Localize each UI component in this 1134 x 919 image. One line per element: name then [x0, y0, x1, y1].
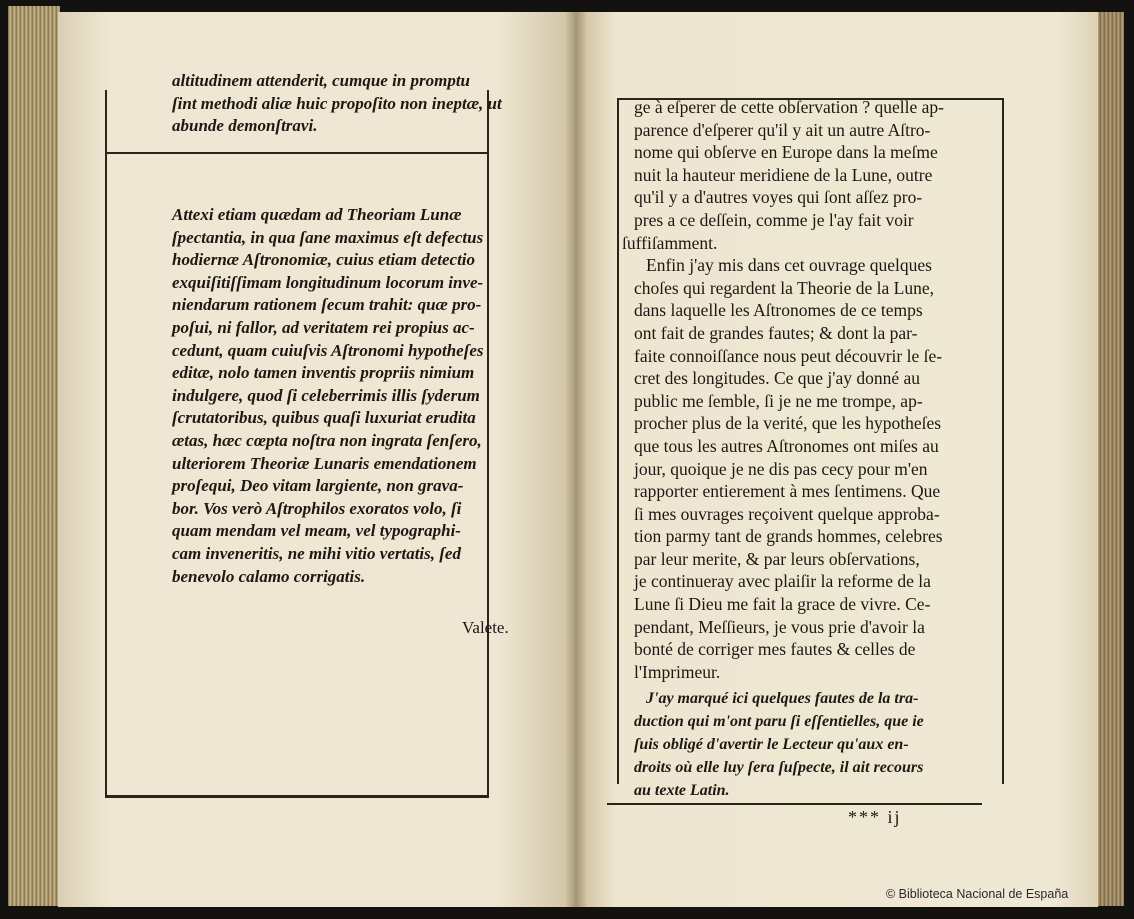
- right-bottom-rule: [607, 803, 982, 805]
- text-line: ſcrutatoribus, quibus quaſi luxuriat erudita: [172, 408, 476, 428]
- text-line: choſes qui regardent la Theorie de la Lune,: [634, 277, 934, 298]
- text-line: l'Imprimeur.: [634, 661, 721, 682]
- left-frame-divider: [107, 152, 487, 154]
- text-line: tion parmy tant de grands hommes, celebres: [634, 526, 943, 547]
- text-line: Attexi etiam quædam ad Theoriam Lunæ: [172, 205, 462, 224]
- text-line: au texte Latin.: [634, 782, 730, 799]
- text-line: quam mendam vel meam, vel typographi-: [172, 521, 461, 541]
- text-line: bonté de corriger mes fautes & celles de: [634, 639, 916, 660]
- text-line: poſui, ni fallor, ad veritatem rei propius ac-: [172, 317, 475, 337]
- text-line: proſequi, Deo vitam largiente, non grava-: [172, 476, 464, 496]
- text-line: J'ay marqué ici quelques fautes de la tra-: [646, 690, 919, 707]
- text-line: cret des longitudes. Ce que j'ay donné au: [634, 368, 920, 389]
- left-body-paragraph: [172, 204, 552, 588]
- text-line: procher plus de la verité, que les hypotheſes: [634, 413, 942, 434]
- text-line: ſpectantia, in qua ſane maximus eſt defectus: [172, 227, 484, 247]
- text-line: ætas, hæc cœpta noſtra non ingrata ſenſero,: [172, 430, 482, 450]
- text-line: pendant, Meſſieurs, je vous prie d'avoir la: [634, 616, 925, 637]
- text-line: faite connoiſſance nous peut découvrir le ſe-: [634, 345, 943, 366]
- text-line: ſi mes ouvrages reçoivent quelque approba-: [634, 503, 940, 524]
- text-line: parence d'eſperer qu'il y ait un autre Aſtro-: [634, 119, 931, 140]
- text-line: droits où elle luy ſera ſuſpecte, il ait recours: [634, 759, 924, 776]
- text-line: nuit la hauteur meridiene de la Lune, outre: [634, 164, 933, 185]
- text-line: abunde demonſtravi.: [172, 116, 318, 136]
- text-line: niendarum rationem ſecum trahit: quæ pro-: [172, 295, 482, 315]
- text-line: par leur merite, & par leurs obſervations,: [634, 548, 920, 569]
- text-line: rapporter entierement à mes ſentimens. Que: [634, 481, 941, 502]
- book-gutter: [565, 12, 587, 907]
- text-line: ont fait de grandes fautes; & dont la par-: [634, 322, 918, 343]
- text-line: ulteriorem Theoriæ Lunaris emendationem: [172, 453, 477, 473]
- text-line: nome qui obſerve en Europe dans la meſme: [634, 142, 938, 163]
- text-line: que tous les autres Aſtronomes ont miſes au: [634, 435, 939, 456]
- text-line: ſuis obligé d'avertir le Lecteur qu'aux en-: [634, 736, 909, 753]
- text-line: Enfin j'ay mis dans cet ouvrage quelques: [646, 255, 932, 276]
- text-line: altitudinem attenderit, cumque in promptu: [172, 71, 471, 90]
- text-line: public me ſemble, ſi je ne me trompe, ap-: [634, 390, 923, 411]
- text-line: bor. Vos verò Aſtrophilos exoratos volo, ſi: [172, 498, 462, 518]
- right-body-paragraph: [622, 96, 994, 683]
- text-line: je continueray avec plaiſir la reforme de la: [634, 571, 931, 592]
- text-line: Lune ſi Dieu me fait la grace de vivre. Ce-: [634, 594, 931, 615]
- closing-valete: Valete.: [462, 618, 509, 637]
- book-edge-right: [1096, 12, 1124, 906]
- signature-mark: *** ij: [848, 807, 902, 827]
- text-line: editæ, nolo tamen inventis propriis nimium: [172, 363, 475, 383]
- text-line: ge à eſperer de cette obſervation ? quelle ap-: [634, 97, 944, 117]
- text-line: jour, quoique je ne dis pas cecy pour m'en: [634, 458, 928, 479]
- book-edge-left: [8, 6, 60, 906]
- left-bottom-rule: [105, 795, 487, 797]
- text-line: ſuffiſamment.: [622, 232, 718, 253]
- text-line: hodiernæ Aſtronomiæ, cuius etiam detectio: [172, 250, 476, 270]
- left-top-paragraph: [172, 70, 552, 138]
- copyright-watermark: © Biblioteca Nacional de España: [886, 887, 1069, 901]
- text-line: duction qui m'ont paru ſi eſſentielles, que ie: [634, 713, 924, 730]
- text-line: benevolo calamo corrigatis.: [172, 566, 366, 586]
- text-line: exquiſitiſſimam longitudinum locorum inve-: [172, 272, 484, 292]
- text-line: cedunt, quam cuiuſvis Aſtronomi hypotheſes: [172, 340, 484, 360]
- text-line: dans laquelle les Aſtronomes de ce temps: [634, 300, 923, 321]
- right-translator-note: [634, 687, 994, 802]
- text-line: pres a ce deſſein, comme je l'ay fait voir: [634, 209, 914, 230]
- text-line: qu'il y a d'autres voyes qui ſont aſſez pro-: [634, 187, 923, 208]
- text-line: indulgere, quod ſi celeberrimis illis ſyderum: [172, 385, 480, 405]
- text-line: cam inveneritis, ne mihi vitio vertatis, ſed: [172, 543, 461, 563]
- text-line: ſint methodi aliæ huic propoſito non ineptæ, ut: [172, 93, 502, 113]
